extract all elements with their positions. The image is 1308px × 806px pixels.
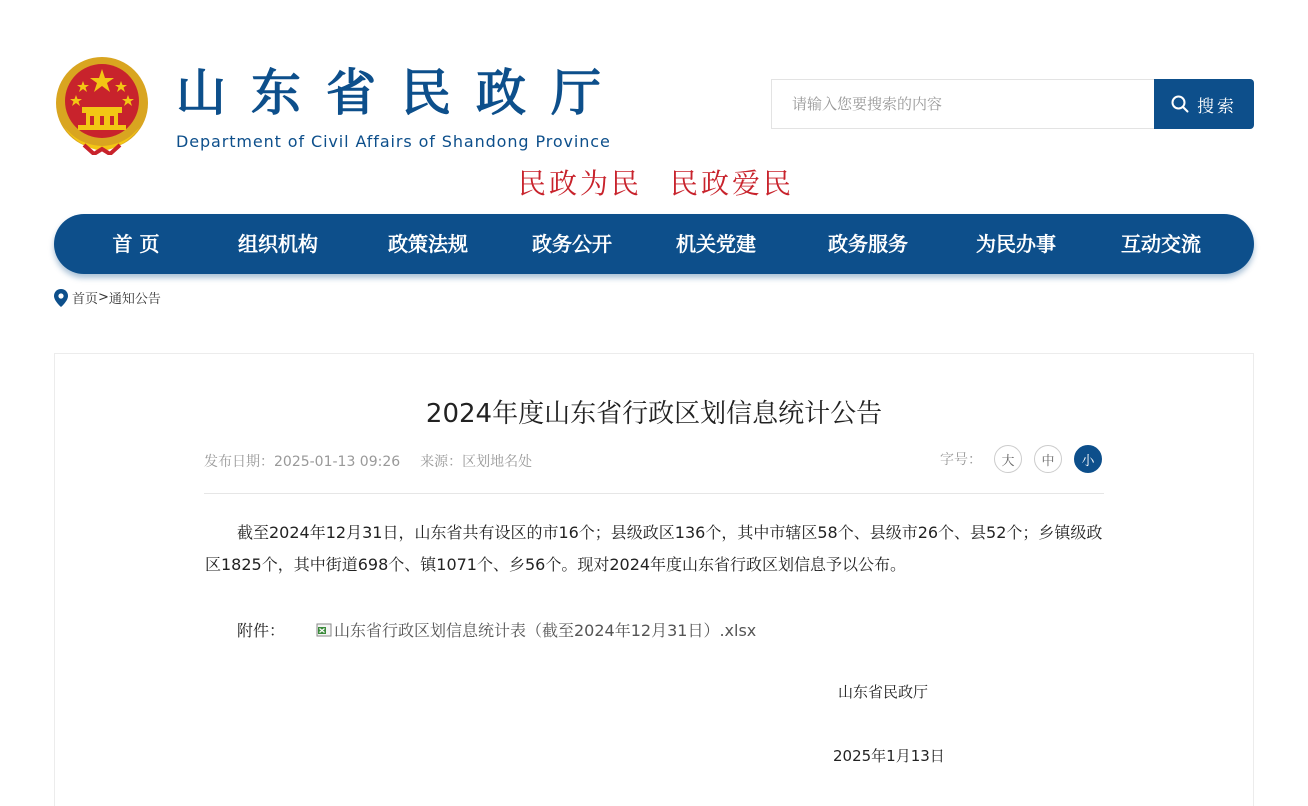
source-value: 区划地名处 bbox=[462, 454, 533, 470]
attachment-link[interactable] bbox=[316, 618, 756, 641]
publish-date-label: 发布日期： bbox=[204, 454, 274, 470]
nav-item-policy[interactable]: 政策法规 bbox=[388, 232, 468, 256]
nav-item-interaction[interactable]: 互动交流 bbox=[1121, 232, 1201, 256]
font-size-switcher bbox=[940, 445, 1102, 473]
search-button-label: 搜索 bbox=[1197, 96, 1237, 117]
slogan bbox=[0, 162, 1308, 202]
slogan-right: 民政爱民 bbox=[670, 167, 795, 200]
source-label: 来源： bbox=[420, 454, 463, 470]
nav-item-services[interactable]: 政务服务 bbox=[828, 232, 908, 256]
signature: 山东省民政厅 bbox=[838, 683, 929, 701]
font-size-medium-button[interactable]: 中 bbox=[1034, 445, 1062, 473]
slogan-left: 民政为民 bbox=[517, 167, 642, 200]
nav-item-party[interactable]: 机关党建 bbox=[676, 232, 756, 256]
location-pin-icon bbox=[54, 289, 68, 307]
site-title: 山东省民政厅 bbox=[176, 64, 626, 122]
search-input[interactable] bbox=[772, 80, 1155, 128]
breadcrumb-home[interactable]: 首页 bbox=[72, 292, 99, 307]
font-size-label: 字号： bbox=[940, 452, 982, 468]
font-size-large-button[interactable]: 大 bbox=[994, 445, 1022, 473]
breadcrumb-current[interactable]: 通知公告 bbox=[108, 292, 161, 307]
nav-item-disclosure[interactable]: 政务公开 bbox=[532, 232, 612, 256]
article-body: 截至2024年12月31日，山东省共有设区的市16个；县级政区136个，其中市辖区58个、县级市26个、县52个；乡镇级政区1825个，其中街道698个、镇1071个、乡56个。现对2024年度山东省行政区划信息予以公布。 bbox=[205, 523, 1103, 574]
attachment-name: 山东省行政区划信息统计表（截至2024年12月31日）.xlsx bbox=[334, 621, 757, 640]
search-button[interactable] bbox=[1154, 79, 1254, 129]
nav-item-organization[interactable]: 组织机构 bbox=[238, 232, 318, 256]
publish-date: 2025-01-13 09:26 bbox=[274, 454, 401, 470]
article-title: 2024年度山东省行政区划信息统计公告 bbox=[425, 399, 883, 429]
search-icon bbox=[1171, 95, 1189, 113]
nav-item-home[interactable]: 首 页 bbox=[112, 232, 160, 256]
national-emblem-icon bbox=[54, 55, 150, 155]
font-size-small-button[interactable]: 小 bbox=[1074, 445, 1102, 473]
excel-file-icon bbox=[316, 622, 332, 638]
main-nav bbox=[54, 214, 1254, 274]
attachment-label: 附件： bbox=[237, 621, 286, 640]
article-meta bbox=[204, 451, 532, 471]
breadcrumb-separator: > bbox=[98, 290, 109, 305]
divider bbox=[204, 493, 1104, 494]
breadcrumb bbox=[54, 288, 161, 307]
nav-item-affairs[interactable]: 为民办事 bbox=[976, 232, 1056, 256]
site-subtitle: Department of Civil Affairs of Shandong Province bbox=[176, 132, 611, 151]
sign-date: 2025年1月13日 bbox=[833, 747, 945, 765]
search-box bbox=[771, 79, 1155, 129]
